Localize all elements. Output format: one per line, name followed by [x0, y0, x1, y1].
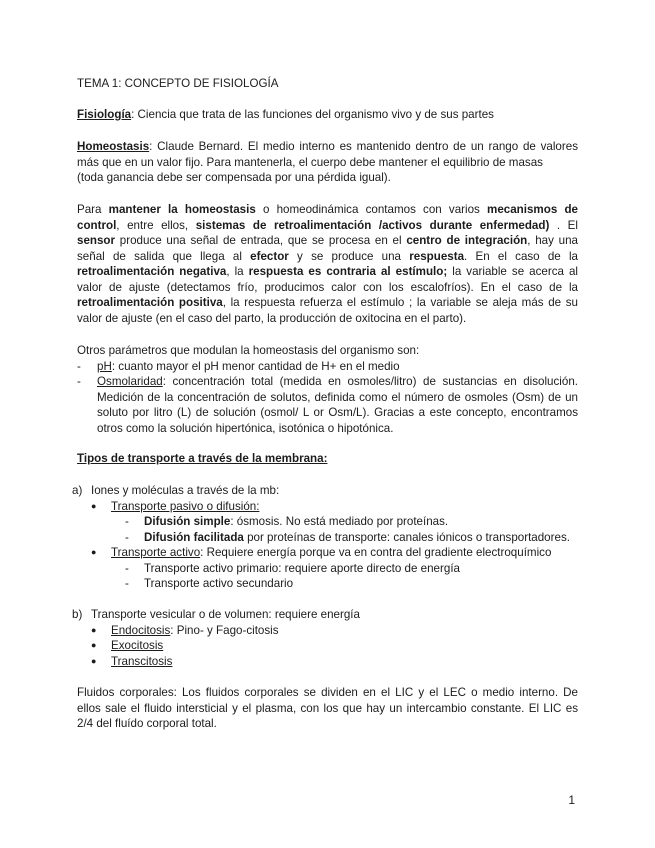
active-transport-term: Transporte activo: [111, 546, 201, 559]
simple-diffusion-item: Difusión simple: ósmosis. No está mediado por proteínas.: [144, 515, 449, 528]
fluids-line-1: Fluidos corporales: Los fluidos corporales se dividen en el LIC y el LEC o medio interno. De: [77, 686, 578, 699]
homeostasis-line-3: (toda ganancia debe ser compensada por una pérdida igual).: [77, 171, 391, 184]
exocytosis-term: Exocitosis: [111, 639, 164, 652]
regulation-line-2: control, entre ellos, sistemas de retroalimentación /activos durante enfermedad) . El: [77, 218, 578, 232]
dash-marker: -: [77, 375, 81, 388]
passive-transport-label: Transporte pasivo o difusión:: [111, 499, 260, 513]
dash-marker: -: [125, 561, 129, 575]
dash-marker: -: [125, 530, 129, 544]
list-marker-b: b): [72, 608, 83, 621]
regulation-line-8: valor de ajuste (en el caso del parto, la producción de oxitocina en el parto).: [77, 311, 467, 325]
dash-marker: -: [125, 577, 129, 590]
ph-term: pH: [97, 359, 112, 373]
osmolaridad-line-4: otros como la solución hipertónica, isotónica o hipotónica.: [97, 421, 394, 435]
regulation-line-1: Para mantener la homeostasis o homeodinámica contamos con varios mecanismos de: [77, 203, 578, 216]
bullet-icon: ●: [91, 655, 97, 666]
homeostasis-line-2: más que en un valor fijo. Para mantenerla, el cuerpo debe mantener el equilibrio de masas: [77, 155, 543, 169]
osmolaridad-line-1: Osmolaridad: concentración total (medida en osmoles/litro) de sustancias en disolución.: [97, 375, 578, 388]
facilitated-diffusion-item: Difusión facilitada por proteínas de transporte: canales iónicos o transportadores.: [144, 530, 570, 544]
bullet-icon: ●: [91, 547, 97, 557]
active-transport-item: Transporte activo: Requiere energía porque va en contra del gradiente electroquímico: [111, 546, 552, 559]
regulation-line-4: señal de salida que llega al efector y se produce una respuesta. En el caso de la: [77, 249, 579, 263]
osmolaridad-line-2: Medición de la concentración de solutos, definida como el número de osmoles (Osm) de un: [97, 390, 578, 404]
item-b-text: Transporte vesicular o de volumen: requiere energía: [91, 608, 360, 621]
regulation-line-6: valor de ajuste (detectamos frío, producimos calor con los escalofríos). En el caso de la: [77, 280, 578, 294]
regulation-line-3: sensor produce una señal de entrada, que se procesa en el centro de integración, hay una: [77, 234, 579, 247]
fisiologia-definition: : Ciencia que trata de las funciones del organismo vivo y de sus partes: [131, 108, 494, 121]
page-title: TEMA 1: CONCEPTO DE FISIOLOGÍA: [77, 77, 279, 90]
bullet-icon: ●: [91, 624, 97, 635]
homeostasis-line-1: : Claude Bernard. El medio interno es mantenido dentro de un rango de valores: [149, 140, 578, 153]
page-number: 1: [568, 793, 575, 807]
regulation-line-5: retroalimentación negativa, la respuesta es contraria al estímulo; la variable se acerca al: [77, 265, 579, 278]
simple-diffusion-term: Difusión simple: [144, 515, 231, 528]
other-parameters-intro: Otros parámetros que modulan la homeostasis del organismo son:: [77, 344, 420, 357]
transport-heading: Tipos de transporte a través de la membrana:: [77, 452, 328, 465]
primary-active-transport: Transporte activo primario: requiere aporte directo de energía: [144, 561, 460, 575]
fluids-line-2: ellos sale el fluido intersticial y el plasma, con los que hay un intercambio constante. El LIC es: [77, 701, 578, 715]
bullet-icon: ●: [91, 500, 97, 511]
osmolaridad-line-3: soluto por litro (L) de solución (osmol/ L or Osm/L). Gracias a este concepto, encontramos: [97, 406, 578, 419]
ph-item: pH: cuanto mayor el pH menor cantidad de H+ en el medio: [97, 359, 400, 373]
fluids-line-3: 2/4 del fluído corporal total.: [77, 717, 217, 730]
list-marker-a: a): [72, 484, 83, 497]
regulation-line-7: retroalimentación positiva, la respuesta refuerza el estímulo ; la variable se aleja más de su: [77, 296, 578, 309]
endocytosis-term: Endocitosis: [111, 623, 171, 637]
homeostasis-term: Homeostasis: [77, 140, 150, 153]
bullet-icon: ●: [91, 640, 97, 650]
fisiologia-term: Fisiología: [77, 108, 132, 121]
osmolaridad-term: Osmolaridad: [97, 375, 163, 388]
dash-marker: -: [125, 515, 129, 528]
transcytosis-term: Transcitosis: [111, 654, 173, 668]
item-a-text: Iones y moléculas a través de la mb:: [91, 484, 280, 497]
endocytosis-item: Endocitosis: Pino- y Fago-citosis: [111, 623, 279, 637]
secondary-active-transport: Transporte activo secundario: [144, 577, 294, 590]
facilitated-diffusion-term: Difusión facilitada: [144, 530, 244, 544]
dash-marker: -: [77, 359, 81, 373]
